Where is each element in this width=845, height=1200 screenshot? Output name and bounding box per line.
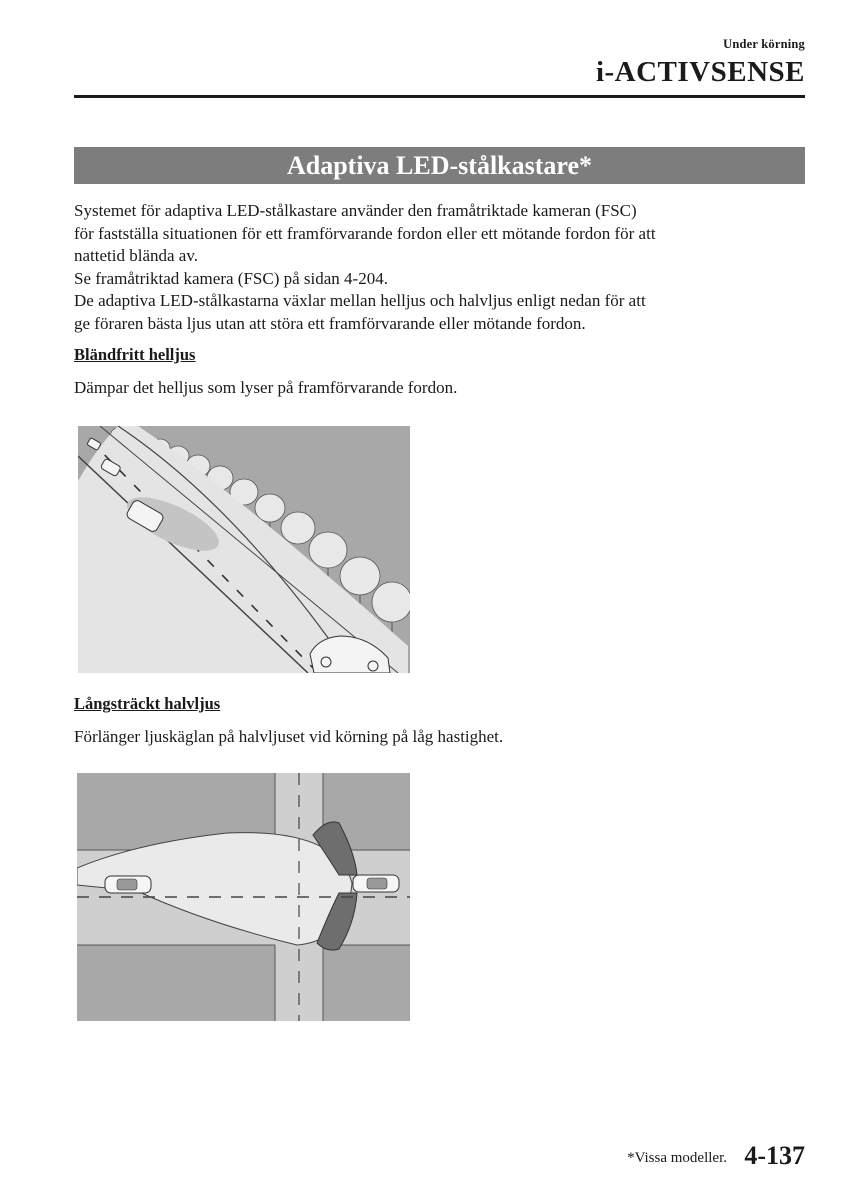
intro-line: De adaptiva LED-stålkastarna växlar mellan helljus och halvljus enligt nedan för att <box>74 291 646 310</box>
intro-paragraph <box>74 200 814 335</box>
intro-line: Systemet för adaptiva LED-stålkastare använder den framåtriktade kameran (FSC) <box>74 201 637 220</box>
chapter-label: Under körning <box>723 37 805 51</box>
description-glare-free-high-beam: Dämpar det helljus som lyser på framförvarande fordon. <box>74 378 458 397</box>
page-title <box>74 147 805 184</box>
page-number: 4-137 <box>744 1141 805 1170</box>
footnote: *Vissa modeller. <box>627 1150 727 1166</box>
page-title-text: Adaptiva LED-stålkastare* <box>286 150 593 180</box>
subheading-extended-low-beam: Långsträckt halvljus <box>74 694 221 713</box>
intro-line: för fastställa situationen för ett framförvarande fordon eller ett mötande fordon för att <box>74 223 656 243</box>
header-rule <box>74 95 805 98</box>
glare-free-high-beam-illustration <box>78 426 410 673</box>
intro-line: nattetid blända av. <box>74 246 198 265</box>
intro-line: ge föraren bästa ljus utan att störa ett framförvarande eller mötande fordon. <box>74 313 586 333</box>
description-extended-low-beam: Förlänger ljuskäglan på halvljuset vid körning på låg hastighet. <box>74 727 504 746</box>
subheading-glare-free-high-beam: Bländfritt helljus <box>74 345 196 364</box>
section-title: i-ACTIVSENSE <box>595 56 805 88</box>
intro-line: Se framåtriktad kamera (FSC) på sidan 4-204. <box>74 268 388 288</box>
extended-low-beam-illustration <box>77 773 410 1021</box>
